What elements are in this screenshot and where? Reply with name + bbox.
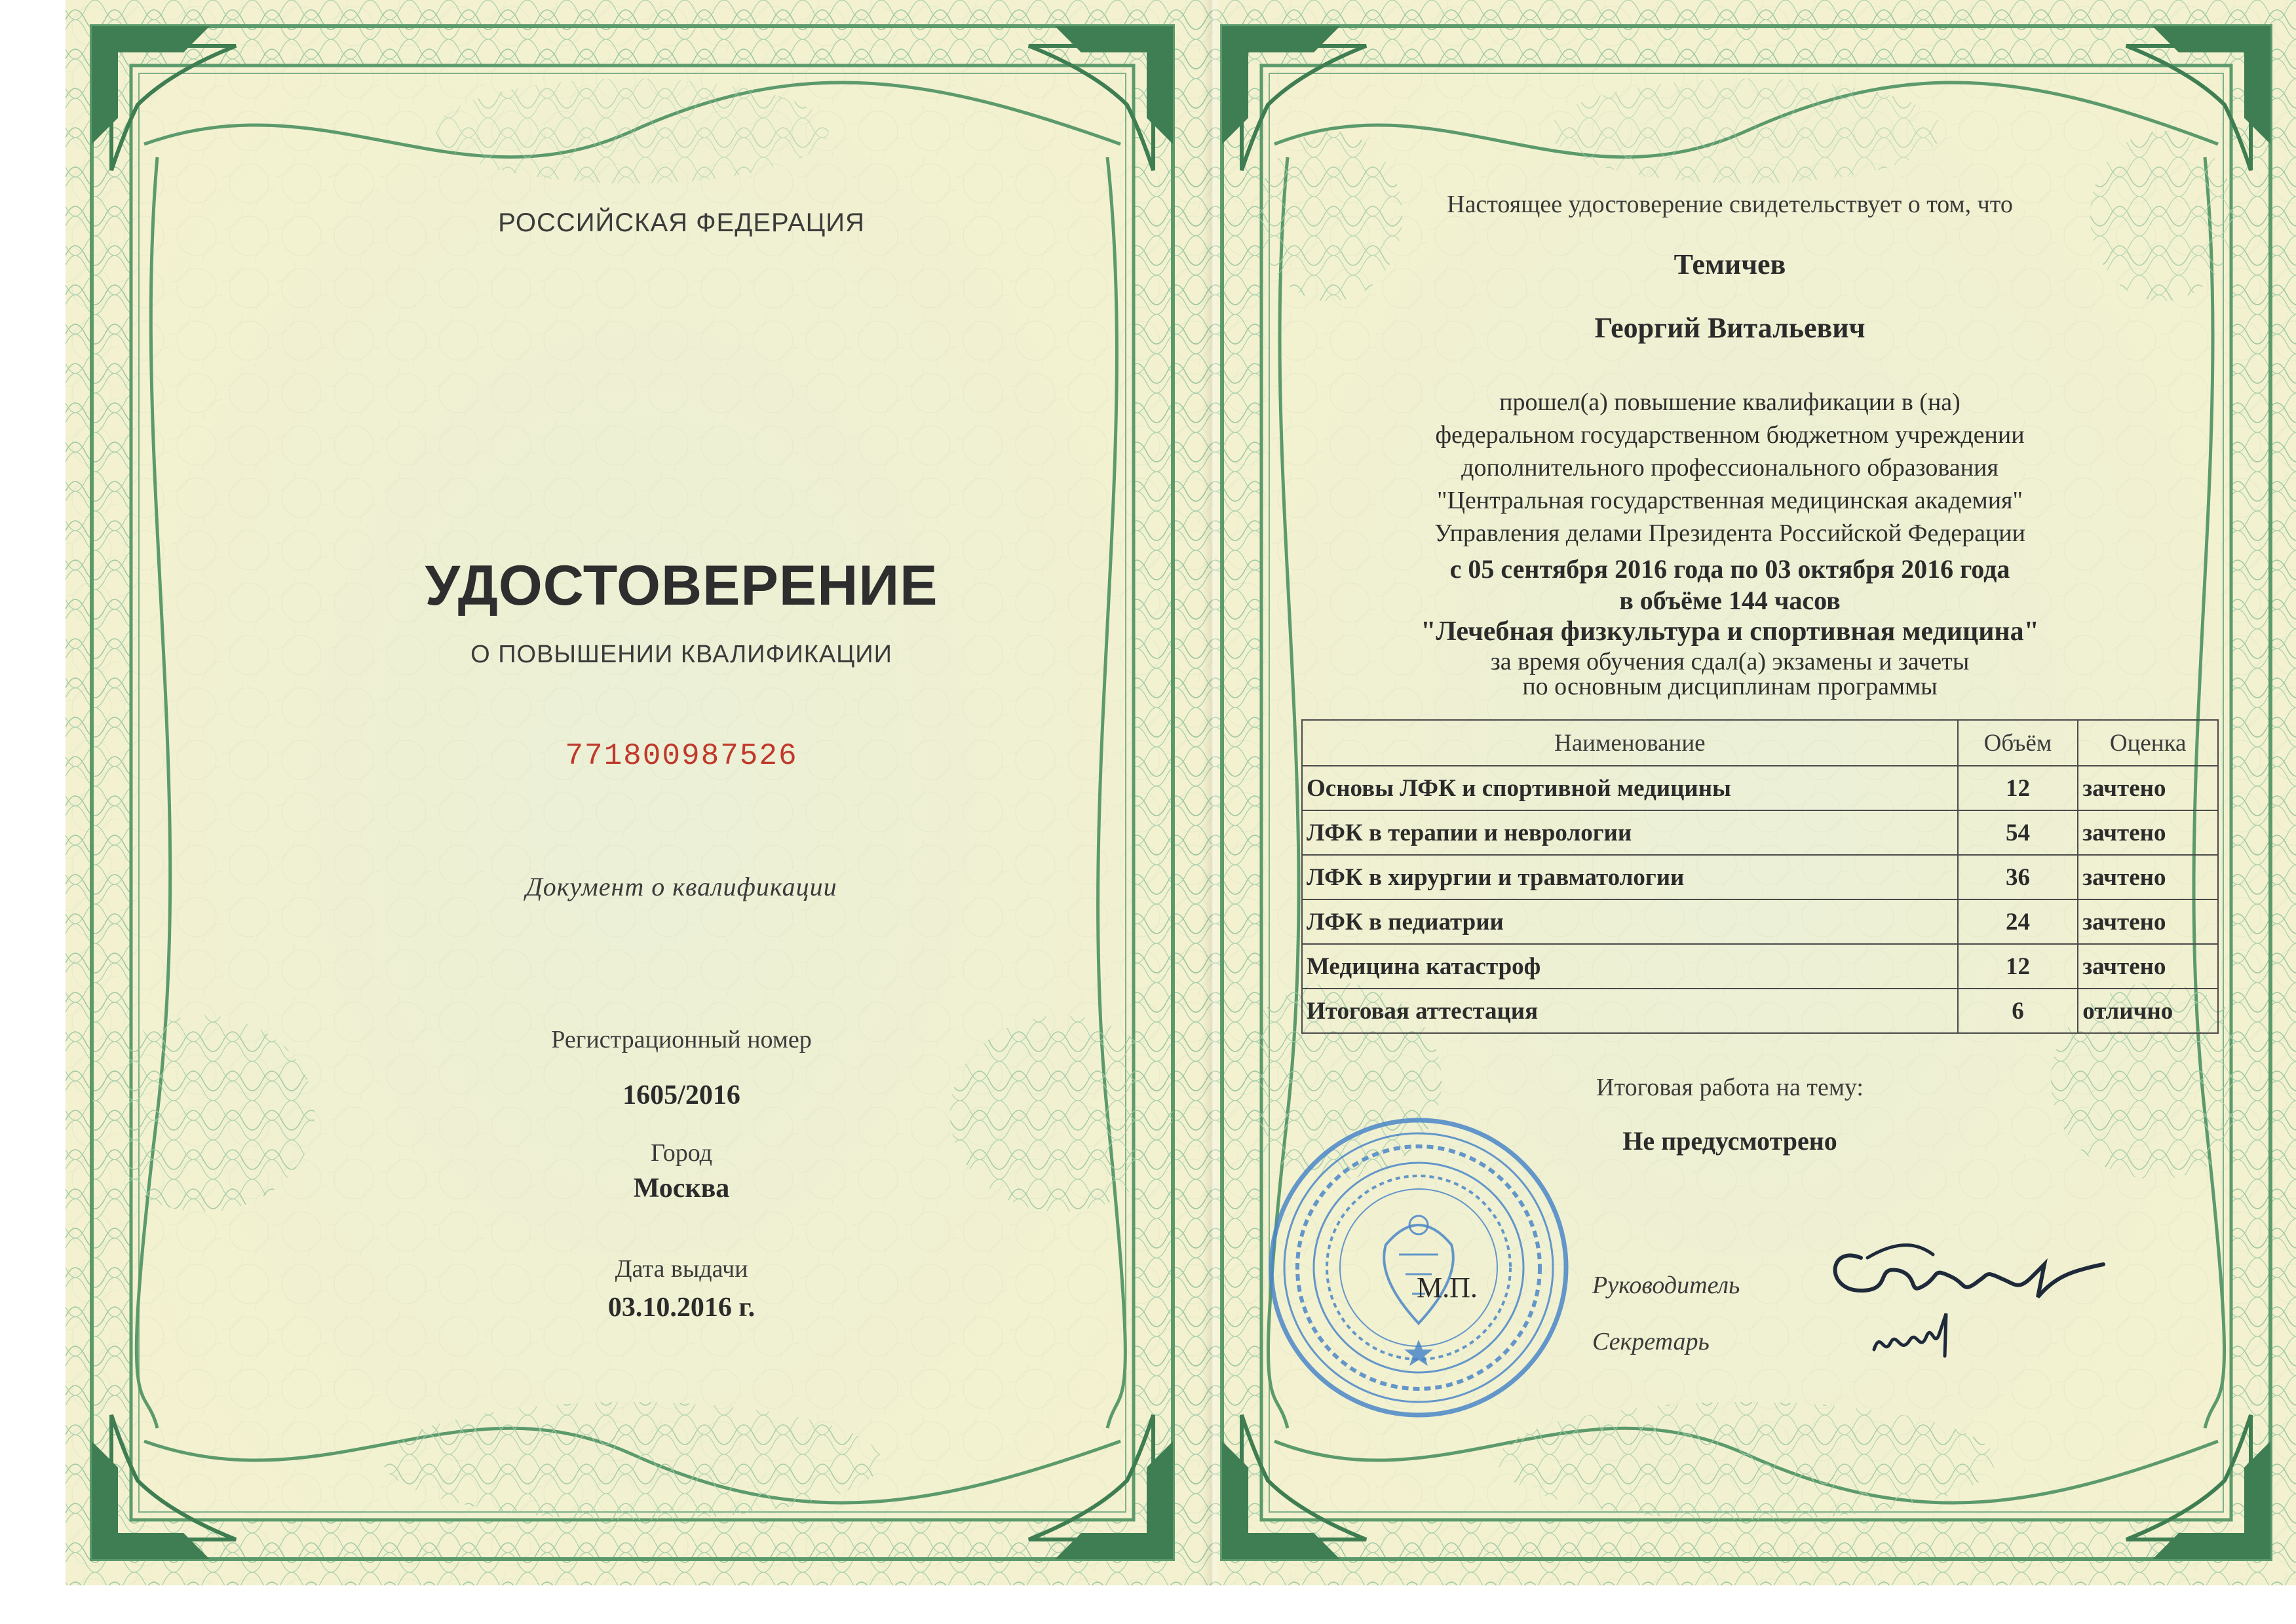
- institution-line: Управления делами Президента Российской Федерации: [1434, 519, 2025, 547]
- subject-grade: зачтено: [2078, 855, 2218, 899]
- holder-given-name: Георгий Витальевич: [1594, 312, 1866, 344]
- document-title: УДОСТОВЕРЕНИЕ: [425, 554, 938, 617]
- subject-grade: зачтено: [2078, 766, 2218, 810]
- head-signature: [1822, 1218, 2110, 1317]
- subject-volume: 12: [1958, 766, 2078, 810]
- table-row: [1302, 810, 2218, 855]
- subject-name: Основы ЛФК и спортивной медицины: [1302, 766, 1958, 810]
- table-row: [1302, 989, 2218, 1033]
- issue-date-value: 03.10.2016 г.: [607, 1293, 756, 1323]
- header-name: Наименование: [1302, 720, 1958, 766]
- institution-line: "Центральная государственная медицинская академия": [1436, 487, 2023, 514]
- subject-volume: 36: [1958, 855, 2078, 899]
- table-row: [1302, 899, 2218, 944]
- subject-grade: зачтено: [2078, 899, 2218, 944]
- subject-grade: зачтено: [2078, 810, 2218, 855]
- subject-name: ЛФК в хирургии и травматологии: [1302, 855, 1958, 899]
- page-fold: [1202, 0, 1222, 1585]
- certificate-document: [66, 0, 2296, 1585]
- issue-date-label: Дата выдачи: [615, 1255, 748, 1283]
- subject-volume: 24: [1958, 899, 2078, 944]
- table-header-row: [1302, 720, 2218, 766]
- exams-line: по основным дисциплинам программы: [1522, 673, 1938, 700]
- subject-name: Итоговая аттестация: [1302, 989, 1958, 1033]
- document-subtitle: О ПОВЫШЕНИИ КВАЛИФИКАЦИИ: [470, 641, 892, 668]
- passed-line: прошел(а) повышение квалификации в (на): [1499, 388, 1961, 416]
- subject-name: Медицина катастроф: [1302, 944, 1958, 989]
- head-label: Руководитель: [1592, 1272, 1740, 1299]
- registration-label: Регистрационный номер: [551, 1026, 812, 1053]
- subject-grade: зачтено: [2078, 944, 2218, 989]
- header-volume: Объём: [1958, 720, 2078, 766]
- serial-number: 771800987526: [565, 739, 798, 773]
- secretary-label: Секретарь: [1592, 1328, 1710, 1355]
- city-label: Город: [651, 1139, 712, 1167]
- document-kind: Документ о квалификации: [526, 872, 837, 901]
- subject-name: ЛФК в терапии и неврологии: [1302, 810, 1958, 855]
- table-row: [1302, 766, 2218, 810]
- subject-volume: 12: [1958, 944, 2078, 989]
- holder-surname: Темичев: [1674, 248, 1786, 280]
- institution-line: дополнительного профессионального образования: [1461, 454, 1999, 482]
- city-value: Москва: [633, 1173, 730, 1203]
- official-seal-stamp: [1265, 1114, 1573, 1422]
- registration-number: 1605/2016: [622, 1080, 740, 1110]
- final-work-label: Итоговая работа на тему:: [1596, 1074, 1864, 1101]
- subject-grade: отлично: [2078, 989, 2218, 1033]
- subject-volume: 54: [1958, 810, 2078, 855]
- header-grade: Оценка: [2078, 720, 2218, 766]
- country-heading: РОССИЙСКАЯ ФЕДЕРАЦИЯ: [498, 208, 865, 237]
- training-hours: в объёме 144 часов: [1619, 586, 1841, 615]
- secretary-signature: [1861, 1304, 1966, 1376]
- final-work-value: Не предусмотрено: [1622, 1126, 1837, 1156]
- subjects-table: [1301, 719, 2219, 1034]
- intro-text: Настоящее удостоверение свидетельствует о том, что: [1447, 191, 2013, 218]
- institution-line: федеральном государственном бюджетном учреждении: [1435, 421, 2025, 449]
- table-row: [1302, 944, 2218, 989]
- stamp-mark: М.П.: [1417, 1272, 1478, 1304]
- program-name: "Лечебная физкультура и спортивная медицина": [1421, 616, 2039, 647]
- table-row: [1302, 855, 2218, 899]
- exams-line: за время обучения сдал(а) экзамены и зачеты: [1490, 648, 1970, 675]
- subject-name: ЛФК в педиатрии: [1302, 899, 1958, 944]
- subject-volume: 6: [1958, 989, 2078, 1033]
- training-period: с 05 сентября 2016 года по 03 октября 2016 года: [1449, 554, 2010, 584]
